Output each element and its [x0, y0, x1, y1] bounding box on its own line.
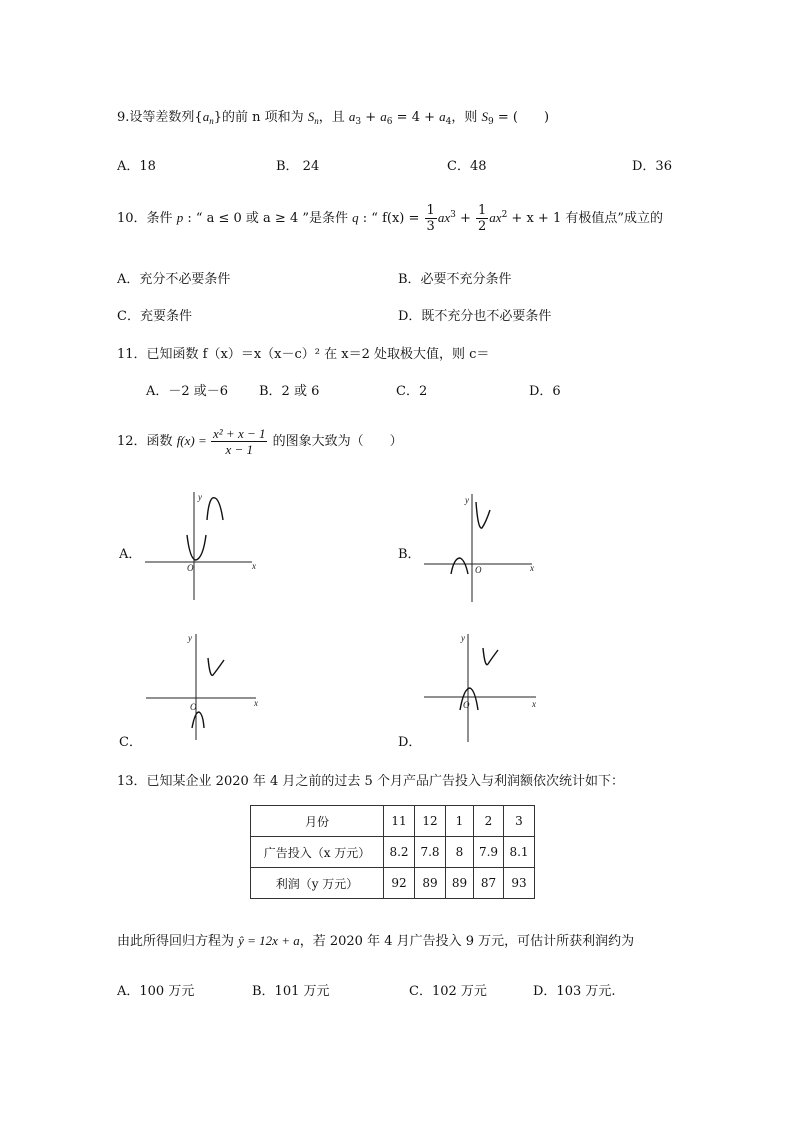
table-cell: 月份 [251, 806, 384, 837]
fraction-one-third: $\frac{1}{3}$ [426, 203, 435, 234]
q13-option-a[interactable]: A．100 万元 [117, 984, 195, 999]
q13-option-c[interactable]: C．102 万元 [409, 984, 487, 999]
fraction-one-half: $\frac{1}{2}$ [478, 203, 487, 234]
q13-option-b[interactable]: B．101 万元 [252, 984, 330, 999]
origin-label: O [187, 563, 194, 573]
x-axis-label: x [254, 698, 258, 708]
table-cell: 7.8 [415, 837, 446, 868]
table-cell: 8.1 [504, 837, 535, 868]
y-axis-label: y [188, 633, 192, 643]
origin-label: O [463, 700, 470, 710]
function-fraction: $\frac{\text{x² + x − 1}}{x - 1}$ [213, 426, 266, 457]
graph-option-a[interactable] [140, 490, 260, 605]
question-10-stem: 10．条件 p : “ a ≤ 0 或 a ≥ 4 ”是条件 q : “ f(x) = $\frac{1}{3}$ $ax^3$ + $\frac{1}{2}$ $ax^2 + x + 1$ 有极值点”成立的 [117, 203, 663, 234]
origin-label: O [475, 565, 482, 575]
q9-option-d[interactable]: D．36 [632, 159, 672, 174]
curve-upper [208, 658, 224, 675]
question-9-stem: 9.设等差数列$\{a_n\}$的前 n 项和为 $S_n$，且 $a_3 + a_6 = 4 + a_4$，则 $S_9$ = ( ) [117, 109, 550, 127]
table-cell: 92 [384, 868, 415, 899]
y-axis-label: y [465, 495, 469, 505]
q10-option-c[interactable]: C．充要条件 [117, 309, 192, 324]
y-axis-label: y [198, 492, 202, 502]
q13-option-d[interactable]: D．103 万元. [533, 984, 616, 999]
q9-option-c[interactable]: C．48 [447, 159, 487, 174]
table-header-row [251, 806, 535, 837]
table-cell: 8 [446, 837, 474, 868]
table-cell: 93 [504, 868, 535, 899]
table-cell: 广告投入（x 万元） [251, 837, 384, 868]
table-cell: 89 [446, 868, 474, 899]
x-axis-label: x [532, 699, 536, 709]
ad-profit-table [250, 805, 535, 899]
table-cell: 1 [446, 806, 474, 837]
q11-option-c[interactable]: C．2 [396, 384, 428, 399]
table-cell: 8.2 [384, 837, 415, 868]
curve-lower [192, 712, 204, 728]
question-11-stem: 11．已知函数 f（x）＝x（x－c）² 在 x＝2 处取极大值，则 c＝ [117, 347, 490, 362]
question-13-stem: 13．已知某企业 2020 年 4 月之前的过去 5 个月产品广告投入与利润额依次统计如下： [117, 774, 624, 789]
q12-option-c-label[interactable]: C． [119, 735, 142, 750]
x-axis-label: x [530, 563, 534, 573]
q10-option-a[interactable]: A．充分不必要条件 [117, 272, 231, 287]
q11-option-d[interactable]: D．6 [529, 384, 561, 399]
q12-option-d-label[interactable]: D． [398, 735, 422, 750]
q12-option-a-label[interactable]: A． [119, 547, 142, 562]
table-row [251, 837, 535, 868]
q11-option-b[interactable]: B．2 或 6 [259, 384, 320, 399]
q11-option-a[interactable]: A．－2 或－6 [146, 384, 229, 399]
question-12-stem: 12．函数 f(x) = $\frac{\text{x² + x − 1}}{x - 1}$ 的图象大致为（ ） [117, 426, 403, 457]
curve-upper [483, 648, 498, 665]
table-cell: 7.9 [474, 837, 504, 868]
graph-option-d[interactable] [420, 630, 545, 745]
table-cell: 12 [415, 806, 446, 837]
curve-upper [207, 498, 223, 520]
q12-option-b-label[interactable]: B． [398, 547, 421, 562]
q9-option-b[interactable]: B． 24 [276, 159, 320, 174]
table-cell: 89 [415, 868, 446, 899]
graph-option-b[interactable] [420, 490, 540, 605]
regression-statement: 由此所得回归方程为 ŷ = 12x + a，若 2020 年 4 月广告投入 9 万元，可估计所获利润约为 [117, 933, 635, 949]
table-row [251, 868, 535, 899]
origin-label: O [190, 702, 197, 712]
table-cell: 2 [474, 806, 504, 837]
table-cell: 利润（y 万元） [251, 868, 384, 899]
table-cell: 87 [474, 868, 504, 899]
table-cell: 11 [384, 806, 415, 837]
table-cell: 3 [504, 806, 535, 837]
q10-option-d[interactable]: D．既不充分也不必要条件 [398, 309, 552, 324]
x-axis-label: x [252, 561, 256, 571]
curve-lower [187, 535, 206, 560]
q10-option-b[interactable]: B．必要不充分条件 [398, 272, 512, 287]
curve-upper [476, 502, 490, 528]
curve-lower [451, 558, 468, 574]
q9-option-a[interactable]: A．18 [117, 159, 156, 174]
y-axis-label: y [461, 633, 465, 643]
graph-option-c[interactable] [140, 630, 265, 745]
